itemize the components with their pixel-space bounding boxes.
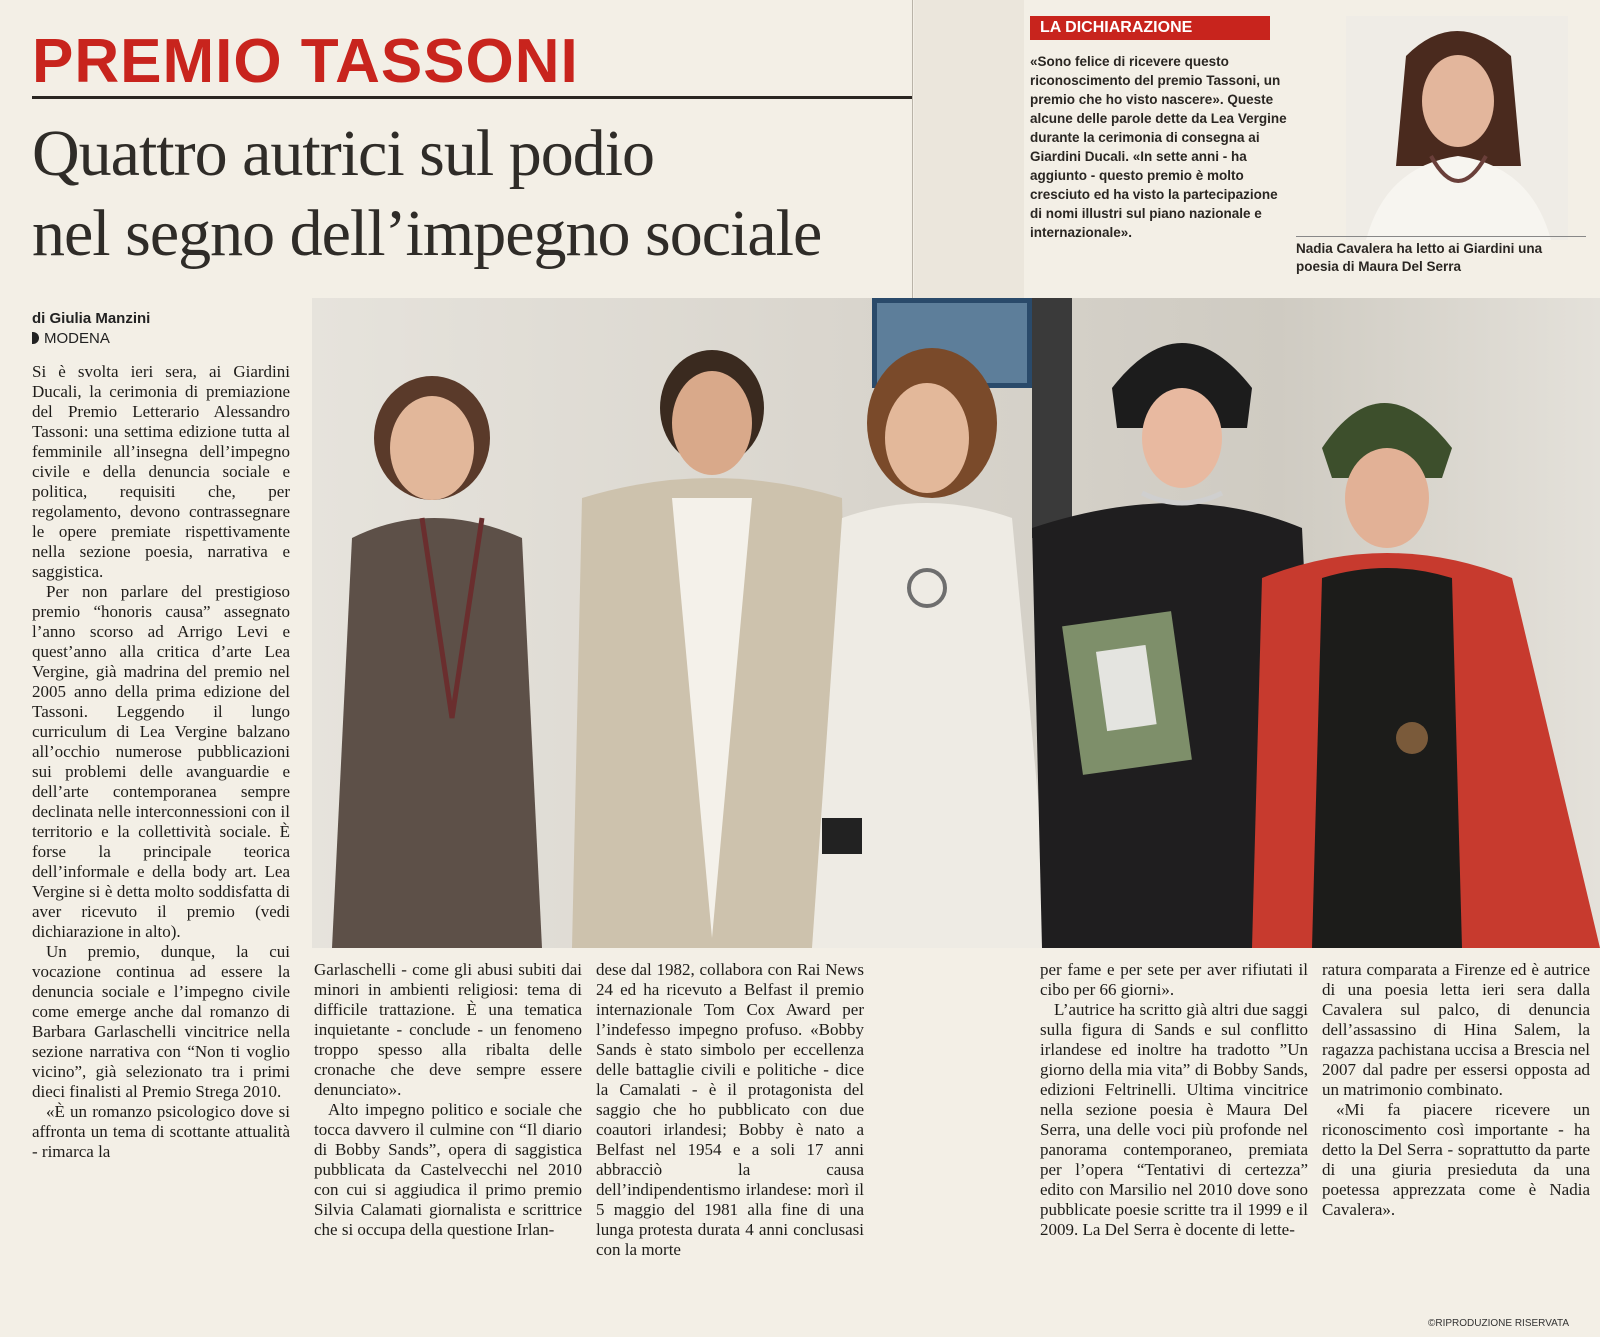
article-column-4 — [1040, 960, 1308, 1240]
article-column-3 — [596, 960, 864, 1260]
article-column-2 — [314, 960, 582, 1240]
copyright-notice: ©RIPRODUZIONE RISERVATA — [1428, 1318, 1570, 1329]
kicker-title: PREMIO TASSONI — [32, 27, 579, 96]
article-column-1 — [32, 362, 290, 1162]
headline-rule — [32, 96, 912, 99]
paragraph: «Mi fa piacere ricevere un riconoscimento così importante - ha detto la Del Serra - soprattutto da parte di una giuria presieduta da una poetessa apprezzata come è Nadia Cavalera». — [1322, 1100, 1590, 1219]
paragraph: Si è svolta ieri sera, ai Giardini Ducali, la cerimonia di premiazione del Premio Letterario Alessandro Tassoni: una settima edizione tutta al femminile all’insegna dell’impegno civile e della denuncia sociale e politica, requisiti che, per regolamento, devono contrassegnare le opere premiate rispettivamente nella sezione poesia, narrativa e saggistica. — [32, 362, 290, 581]
paragraph: ratura comparata a Firenze ed è autrice di una poesia letta ieri sera dalla Cavalera sul palco, di denuncia dell’assassino di Hina Salem, la ragazza pachistana uccisa a Brescia nel 2007 dal padre per essersi opposta ad un matrimonio combinato. — [1322, 960, 1590, 1099]
portrait-illustration — [1346, 16, 1568, 240]
paragraph: Per non parlare del prestigioso premio “honoris causa” assegnato l’anno scorso ad Arrigo Levi e quest’anno alla critica d’arte Lea Vergine, già madrina del premio nel 2005 anno della prima edizione del Tassoni. Leggendo il lungo curriculum di Lea Vergine balzano all’occhio numerose pubblicazioni sui problemi delle avanguardie e dell’arte contemporanea sempre declinata nelle interconnessioni con il territorio e la collettività sociale. È forse la principale teorica dell’informale e della body art. Lea Vergine si è detta molto soddisfatta di aver ricevuto il premio (vedi dichiarazione in alto). — [32, 582, 290, 941]
sidebox-title: LA DICHIARAZIONE — [1030, 16, 1270, 40]
photo-caption: Nadia Cavalera ha letto ai Giardini una poesia di Maura Del Serra — [1296, 241, 1543, 274]
headline-line-2: nel segno dell’impegno sociale — [32, 197, 822, 270]
paragraph: Garlaschelli - come gli abusi subiti dai minori in ambienti religiosi: tema di difficile trattazione. È una tematica inquietante - conclude - un fenomeno troppo spesso alla ribalta delle cronache che deve sempre essere denunciato». — [314, 960, 582, 1099]
paragraph: per fame e per sete per aver rifiutati il cibo per 66 giorni». — [1040, 960, 1308, 999]
adjacent-page-bleed — [914, 0, 1024, 300]
column-divider — [912, 0, 913, 300]
article-column-5 — [1322, 960, 1590, 1220]
caption-rule — [1296, 236, 1586, 237]
event-photo — [312, 298, 1600, 948]
byline: di Giulia Manzini — [32, 310, 151, 327]
paragraph: dese dal 1982, collabora con Rai News 24 ed ha ricevuto a Belfast il premio internazionale Tom Cox Award per l’indefesso impegno profuso. «Bobby Sands è stato simbolo per eccellenza delle battaglie civili e politiche - dice la Camalati - è il protagonista del saggio che ho pubblicato con due coautori irlandesi; Bobby è nato a Belfast nel 1954 e a soli 17 anni abbracciò la causa dell’indipendentismo irlandese: morì il 5 maggio del 1981 alla fine di una lunga protesta durata 4 anni conclusasi con la morte — [596, 960, 864, 1259]
paragraph: L’autrice ha scritto già altri due saggi sulla figura di Sands e sul conflitto irlandese ed inoltre ha tradotto ”Un giorno della mia vita” di Bobby Sands, edizioni Feltrinelli. Ultima vincitrice nella sezione poesia è Maura Del Serra, una delle voci più profonde nel panorama contemporaneo, premiata per l’opera “Tentativi di certezza” edito con Marsilio nel 2010 dove sono pubblicate poesie scritte tra il 1999 e il 2009. La Del Serra è docente di lette- — [1040, 1000, 1308, 1239]
sidebox-quote: «Sono felice di ricevere questo riconoscimento del premio Tassoni, un premio che ho visto nascere». Queste alcune delle parole dette da Lea Vergine durante la cerimonia di consegna ai Giardini Ducali. «In sette anni - ha aggiunto - questo premio è molto cresciuto ed ha visto la partecipazione di nomi illustri sul piano nazionale e internazionale». — [1030, 54, 1287, 240]
paragraph: Alto impegno politico e sociale che tocca davvero il culmine con “Il diario di Bobby Sands”, opera di saggistica pubblicata da Castelvecchi nel 2010 con cui si aggiudica il primo premio Silvia Calamati giornalista e scrittrice che si occupa della questione Irlan- — [314, 1100, 582, 1239]
paragraph: Un premio, dunque, la cui vocazione continua ad essere la denuncia sociale e l’impegno civile come emerge anche dal romanzo di Barbara Garlaschelli vincitrice nella sezione narrativa con “Non ti voglio vicino”, già selezionato tra i primi dieci finalisti al Premio Strega 2010. — [32, 942, 290, 1101]
event-photo-illustration — [312, 298, 1600, 948]
dateline — [32, 330, 110, 347]
paragraph: «È un romanzo psicologico dove si affronta un tema di scottante attualità - rimarca la — [32, 1102, 290, 1161]
headline — [32, 114, 912, 274]
portrait-photo — [1346, 16, 1568, 240]
dateline-marker-icon — [32, 332, 39, 344]
headline-line-1: Quattro autrici sul podio — [32, 117, 655, 190]
dateline-place: MODENA — [44, 330, 110, 347]
